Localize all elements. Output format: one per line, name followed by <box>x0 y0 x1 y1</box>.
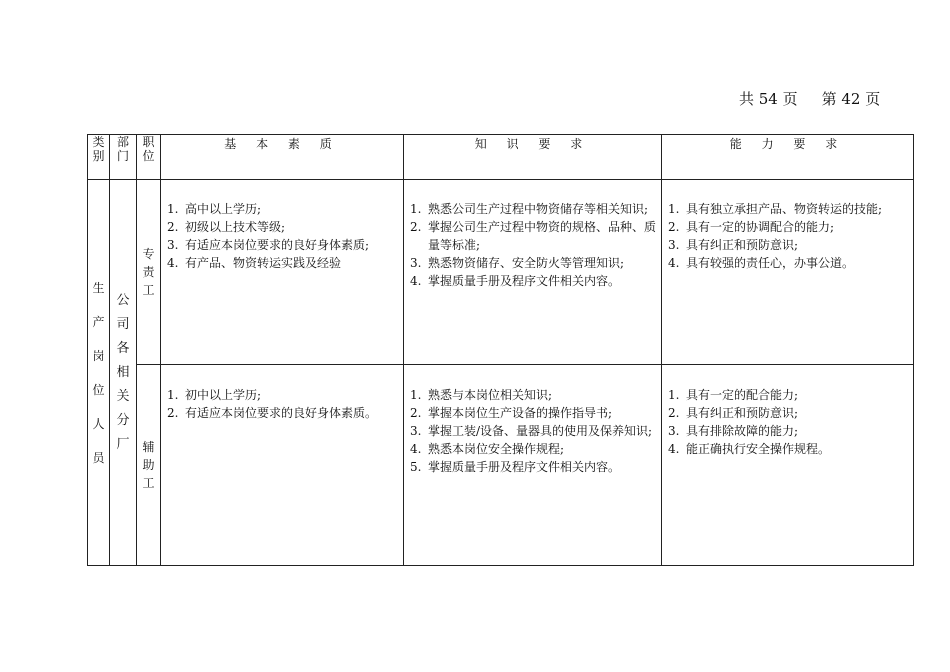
position-cell <box>137 365 161 566</box>
list-item-text: 掌握本岗位生产设备的操作指导书; <box>428 406 613 420</box>
list-item-text: 掌握工装/设备、量器具的使用及保养知识; <box>428 424 653 438</box>
list-item <box>668 254 909 272</box>
list-item-number: 2. <box>410 406 422 420</box>
list-item-number: 2. <box>668 406 680 420</box>
list-item <box>410 218 657 254</box>
list-item-text: 具有纠正和预防意识; <box>686 406 799 420</box>
ability-cell <box>662 180 914 365</box>
list-item-text: 初级以上技术等级; <box>185 220 286 234</box>
list-item-text: 具有一定的协调配合的能力; <box>686 220 835 234</box>
list-item-text: 高中以上学历; <box>185 202 262 216</box>
department-label-char: 公 <box>116 292 130 308</box>
list-item <box>167 404 399 422</box>
header-row <box>88 135 914 180</box>
list-item <box>668 218 909 236</box>
department-label-char: 关 <box>116 388 130 404</box>
position-label-char: 工 <box>142 283 155 297</box>
table-row <box>88 180 914 365</box>
list-item <box>668 236 909 254</box>
job-requirements-table <box>87 134 914 566</box>
list-item-number: 1. <box>668 202 680 216</box>
list-item-text: 具有较强的责任心，办事公道。 <box>686 256 855 270</box>
table-row <box>88 365 914 566</box>
category-label-char: 位 <box>92 382 105 397</box>
list-item-text: 熟悉公司生产过程中物资储存等相关知识; <box>428 202 649 216</box>
position-label-char: 助 <box>142 458 155 472</box>
list-item-text: 能正确执行安全操作规程。 <box>686 442 831 456</box>
position-label-char: 专 <box>142 247 155 261</box>
category-label-char: 产 <box>92 314 105 329</box>
list-item <box>668 200 909 218</box>
header-category <box>88 135 110 180</box>
position-label-char: 工 <box>142 476 155 490</box>
list-item <box>410 200 657 218</box>
list-item-number: 1. <box>167 388 179 402</box>
header-basic-quality: 基 本 素 质 <box>161 135 404 180</box>
list-item-number: 5. <box>410 460 422 474</box>
list-item-number: 2. <box>167 406 179 420</box>
category-cell <box>88 180 110 566</box>
list-item-number: 2. <box>167 220 179 234</box>
list-item <box>410 272 657 290</box>
list-item <box>410 386 657 404</box>
list-item-text: 熟悉与本岗位相关知识; <box>428 388 553 402</box>
list-item <box>668 386 909 404</box>
list-item <box>668 440 909 458</box>
position-cell <box>137 180 161 365</box>
list-item-text: 有适应本岗位要求的良好身体素质。 <box>185 406 378 420</box>
total-pages: 共 54 页 <box>739 90 798 108</box>
list-item-number: 4. <box>668 442 680 456</box>
list-item <box>410 254 657 272</box>
knowledge-cell <box>404 365 662 566</box>
list-item-text: 初中以上学历; <box>185 388 262 402</box>
list-item <box>167 200 399 218</box>
department-cell <box>110 180 137 566</box>
header-position-label: 职位 <box>142 135 155 163</box>
header-department-label: 部门 <box>116 135 129 163</box>
department-label-char: 各 <box>116 340 130 356</box>
header-knowledge: 知 识 要 求 <box>404 135 662 180</box>
list-item-number: 1. <box>410 388 422 402</box>
list-item-number: 3. <box>410 424 422 438</box>
knowledge-cell <box>404 180 662 365</box>
list-item-number: 3. <box>410 256 422 270</box>
list-item <box>668 404 909 422</box>
list-item <box>167 254 399 272</box>
category-label-char: 生 <box>92 280 105 295</box>
list-item-number: 1. <box>167 202 179 216</box>
list-item-text: 熟悉物资储存、安全防火等管理知识; <box>428 256 625 270</box>
header-ability: 能 力 要 求 <box>662 135 914 180</box>
list-item-text: 具有一定的配合能力; <box>686 388 799 402</box>
list-item-number: 2. <box>668 220 680 234</box>
category-label-char: 员 <box>92 450 105 465</box>
list-item-number: 4. <box>410 274 422 288</box>
list-item-number: 1. <box>668 388 680 402</box>
header-position <box>137 135 161 180</box>
list-item <box>167 236 399 254</box>
list-item-text: 熟悉本岗位安全操作规程; <box>428 442 565 456</box>
list-item <box>410 458 657 476</box>
header-department <box>110 135 137 180</box>
list-item-text: 掌握质量手册及程序文件相关内容。 <box>428 460 621 474</box>
list-item-number: 4. <box>167 256 179 270</box>
basic-quality-cell <box>161 365 404 566</box>
position-label-char: 责 <box>142 265 155 279</box>
list-item <box>167 386 399 404</box>
list-item-number: 3. <box>668 238 680 252</box>
list-item-number: 2. <box>410 220 422 234</box>
list-item-number: 3. <box>668 424 680 438</box>
department-label-char: 相 <box>116 364 130 380</box>
ability-cell <box>662 365 914 566</box>
department-label-char: 厂 <box>116 436 130 452</box>
category-label-char: 岗 <box>92 348 105 363</box>
list-item <box>410 440 657 458</box>
list-item-number: 3. <box>167 238 179 252</box>
list-item-text: 具有排除故障的能力; <box>686 424 799 438</box>
page-number <box>739 88 880 109</box>
list-item-text: 有适应本岗位要求的良好身体素质; <box>185 238 370 252</box>
list-item <box>668 422 909 440</box>
department-label-char: 分 <box>116 412 130 428</box>
list-item-text: 掌握质量手册及程序文件相关内容。 <box>428 274 621 288</box>
list-item-text: 具有独立承担产品、物资转运的技能; <box>686 202 883 216</box>
list-item-number: 4. <box>410 442 422 456</box>
list-item-text: 掌握公司生产过程中物资的规格、品种、质量等标准; <box>428 220 657 252</box>
position-label-char: 辅 <box>142 440 155 454</box>
basic-quality-cell <box>161 180 404 365</box>
list-item-number: 4. <box>668 256 680 270</box>
list-item <box>167 218 399 236</box>
list-item-text: 有产品、物资转运实践及经验 <box>185 256 342 270</box>
current-page: 第 42 页 <box>821 90 881 108</box>
header-category-label: 类别 <box>92 135 105 163</box>
list-item-text: 具有纠正和预防意识; <box>686 238 799 252</box>
list-item-number: 1. <box>410 202 422 216</box>
category-label-char: 人 <box>92 416 105 431</box>
department-label-char: 司 <box>116 316 130 332</box>
list-item <box>410 422 657 440</box>
list-item <box>410 404 657 422</box>
